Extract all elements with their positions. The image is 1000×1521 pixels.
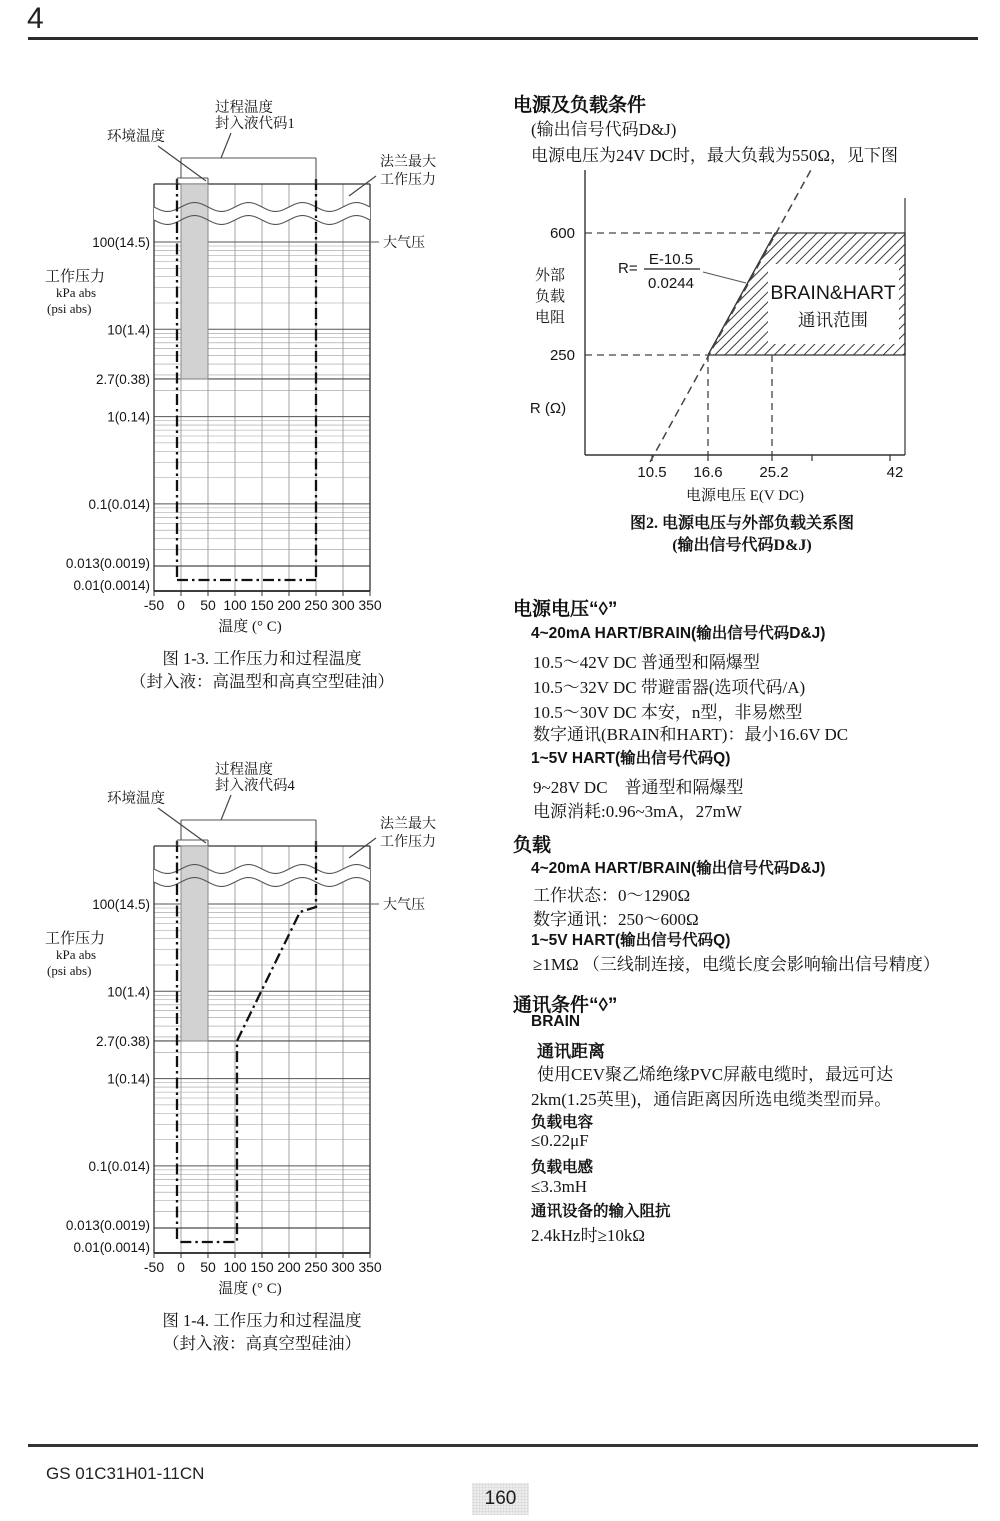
y-tick-label: 2.7(0.38) [95, 1033, 150, 1049]
comm-item: ≤0.22μF [531, 1131, 589, 1150]
figure-2-supply-voltage-load-chart [505, 160, 995, 590]
supply-voltage-item: 电源消耗:0.96~3mA，27mW [533, 802, 742, 821]
supply-voltage-item: 10.5～32V DC 带避雷器(选项代码/A) [533, 678, 806, 697]
y-axis-title: (psi abs) [47, 301, 92, 316]
y-tick-label: 100(14.5) [92, 897, 150, 912]
figure-1-4-pressure-temperature-chart [30, 747, 450, 1372]
y-tick-label: 10(1.4) [107, 984, 150, 1000]
top-rule [28, 37, 978, 40]
x-tick-label: -50 [143, 1259, 165, 1275]
load-item: 数字通讯：250～600Ω [533, 910, 699, 929]
ambient-temp-leader [158, 808, 206, 843]
section-heading-load: 负载 [513, 835, 552, 856]
load-item: 4~20mA HART/BRAIN(输出信号代码D&J) [531, 860, 826, 877]
x-tick-label: 25.2 [759, 464, 789, 481]
y-tick-label: 0.1(0.014) [88, 496, 150, 512]
supply-voltage-item: 10.5～30V DC 本安，n型，非易燃型 [533, 703, 803, 722]
y-tick-label: 10(1.4) [107, 322, 150, 338]
load-item: ≥1MΩ （三线制连接，电缆长度会影响输出信号精度） [533, 955, 940, 974]
comm-item: 2km(1.25英里)，通信距离因所选电缆类型而异。 [531, 1090, 892, 1109]
y-axis-title: kPa abs [56, 947, 97, 962]
figure-caption: 图 1-3. 工作压力和过程温度 [162, 649, 362, 668]
y-tick-label: 1(0.14) [107, 1071, 150, 1087]
figure-caption: (输出信号代码D&J) [672, 537, 812, 554]
y-tick-label: 0.01(0.0014) [73, 1240, 150, 1255]
comm-item: 负载电感 [531, 1159, 594, 1176]
footer-doc-code: GS 01C31H01-11CN [46, 1464, 205, 1483]
region-label-box [768, 264, 899, 344]
figure-caption: 图2. 电源电压与外部负载关系图 [629, 515, 855, 532]
formula-denominator: 0.0244 [648, 275, 694, 292]
x-tick-label: 50 [200, 1259, 216, 1275]
y-tick-label: 0.01(0.0014) [73, 578, 150, 593]
x-tick-label: 150 [250, 1259, 274, 1275]
supply-voltage-item: 9~28V DC 普通型和隔爆型 [533, 778, 744, 797]
flange-max-label: 法兰最大 [380, 817, 436, 832]
chapter-number: 4 [27, 2, 44, 35]
x-tick-label: 350 [358, 597, 382, 613]
supply-voltage-item: 1~5V HART(输出信号代码Q) [531, 750, 731, 767]
x-tick-label: 100 [223, 1259, 247, 1275]
region-label: BRAIN&HART [770, 282, 896, 304]
x-tick-label: 200 [277, 1259, 301, 1275]
x-tick-label: 42 [886, 464, 904, 481]
power-load-subtitle: (输出信号代码D&J) [531, 120, 677, 139]
y-tick-label: 0.013(0.0019) [65, 556, 150, 571]
x-axis-label: 温度 (° C) [218, 619, 282, 635]
flange-max-label: 法兰最大 [380, 155, 436, 170]
figure-1-3-pressure-temperature-chart [30, 85, 450, 700]
flange-max-label: 工作压力 [380, 173, 436, 188]
comm-item: ≤3.3mH [531, 1177, 588, 1196]
supply-voltage-item: 10.5～42V DC 普通型和隔爆型 [533, 653, 760, 672]
y-tick-label: 2.7(0.38) [95, 371, 150, 387]
figure-caption: 图 1-4. 工作压力和过程温度 [162, 1311, 362, 1330]
x-tick-label: 100 [223, 597, 247, 613]
process-temp-leader [221, 795, 231, 820]
comm-item: 通讯设备的输入阻抗 [531, 1203, 671, 1220]
x-tick-label: 10.5 [637, 464, 667, 481]
y-axis-title: 工作压力 [45, 931, 106, 947]
y-tick-label: 1(0.14) [107, 409, 150, 425]
formula-prefix: R= [618, 260, 638, 277]
y-tick-label: 0.013(0.0019) [65, 1218, 150, 1233]
load-item: 1~5V HART(输出信号代码Q) [531, 932, 731, 949]
supply-voltage-item: 数字通讯(BRAIN和HART)：最小16.6V DC [533, 725, 849, 744]
ambient-temp-label: 环境温度 [107, 791, 165, 807]
flange-max-label: 工作压力 [380, 835, 436, 850]
power-load-description: 电源电压为24V DC时，最大负载为550Ω，见下图 [531, 146, 898, 165]
section-heading-power-load: 电源及负载条件 [513, 95, 647, 116]
load-item: 工作状态：0～1290Ω [533, 886, 691, 905]
atmosphere-label: 大气压 [383, 236, 425, 251]
process-temp-label: 过程温度 [215, 762, 273, 778]
y-axis-title: 外部 [534, 268, 566, 284]
y-axis-title: 电阻 [534, 310, 566, 326]
footer-page-number: 160 [484, 1488, 517, 1509]
process-temp-leader [221, 133, 231, 158]
process-temp-label: 过程温度 [215, 100, 273, 116]
y-axis-title: kPa abs [56, 285, 97, 300]
x-tick-label: 250 [304, 1259, 328, 1275]
comm-item: 通讯距离 [537, 1042, 605, 1061]
x-tick-label: -50 [143, 597, 165, 613]
x-tick-label: 300 [331, 1259, 355, 1275]
x-tick-label: 0 [177, 597, 185, 613]
x-tick-label: 0 [177, 1259, 185, 1275]
x-tick-label: 50 [200, 597, 216, 613]
region-label: 通讯范围 [798, 310, 868, 330]
comm-item: 2.4kHz时≥10kΩ [531, 1226, 646, 1245]
figure-caption: （封入液：高真空型硅油） [163, 1334, 361, 1353]
x-tick-label: 250 [304, 597, 328, 613]
x-axis-label: 电源电压 E(V DC) [685, 488, 805, 504]
comm-item: BRAIN [531, 1013, 581, 1030]
y-axis-unit: R (Ω) [529, 400, 567, 417]
comm-item: 负载电容 [531, 1114, 594, 1131]
flange-max-leader [349, 176, 376, 196]
y-tick-label: 0.1(0.014) [88, 1158, 150, 1174]
comm-item: 使用CEV聚乙烯绝缘PVC屏蔽电缆时，最远可达 [537, 1065, 894, 1084]
x-tick-label: 350 [358, 1259, 382, 1275]
x-tick-label: 300 [331, 597, 355, 613]
x-tick-label: 150 [250, 597, 274, 613]
atmosphere-label: 大气压 [383, 898, 425, 913]
y-axis-title: 负载 [534, 289, 566, 305]
x-axis-label: 温度 (° C) [218, 1281, 282, 1297]
y-axis-title: (psi abs) [47, 963, 92, 978]
process-temp-label: 封入液代码4 [215, 778, 295, 794]
y-tick-label: 100(14.5) [92, 235, 150, 250]
supply-voltage-item: 4~20mA HART/BRAIN(输出信号代码D&J) [531, 625, 826, 642]
section-heading-supply-voltage: 电源电压“◊” [513, 599, 618, 620]
formula-leader [703, 272, 746, 283]
x-tick-label: 16.6 [693, 464, 723, 481]
ambient-temp-band [181, 184, 208, 379]
ambient-temp-label: 环境温度 [107, 129, 165, 145]
figure-caption: （封入液：高温型和高真空型硅油） [130, 672, 394, 691]
section-heading-comm: 通讯条件“◊” [513, 995, 618, 1016]
formula-numerator: E-10.5 [648, 251, 694, 268]
process-temp-label: 封入液代码1 [215, 116, 295, 132]
y-tick-label: 250 [549, 347, 575, 364]
y-tick-label: 600 [549, 225, 575, 242]
footer-rule [28, 1444, 978, 1447]
y-axis-title: 工作压力 [45, 269, 106, 285]
ambient-temp-leader [158, 146, 206, 181]
x-tick-label: 200 [277, 597, 301, 613]
flange-max-leader [349, 838, 376, 858]
footer-page-number-box [472, 1483, 529, 1515]
ambient-temp-band [181, 846, 208, 1041]
